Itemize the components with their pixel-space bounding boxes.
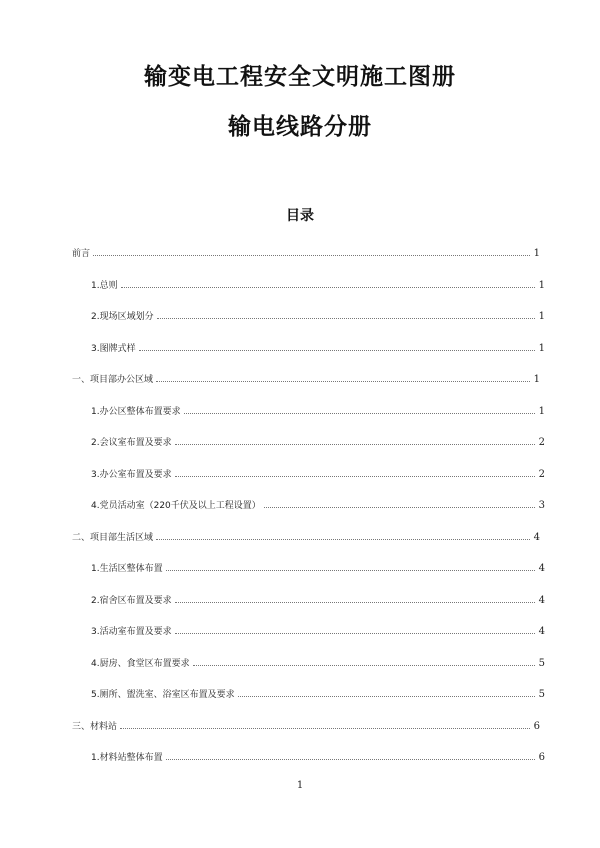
toc-leader-dots	[166, 758, 535, 760]
toc-entry-page: 6	[533, 721, 540, 732]
toc-entry-page: 1	[533, 374, 540, 385]
toc-entry-page: 4	[533, 532, 540, 543]
toc-entry	[91, 624, 545, 640]
toc-entry-label: 三、材料站	[72, 722, 118, 732]
toc-leader-dots	[184, 412, 535, 414]
toc-entry	[91, 656, 545, 672]
toc-entry-label: 4.厨房、食堂区布置要求	[91, 659, 190, 669]
toc-entry-page: 1	[538, 343, 545, 354]
toc-entry	[72, 719, 540, 735]
toc-entry-label: 2.会议室布置及要求	[91, 438, 172, 448]
toc-entry	[91, 341, 545, 357]
toc-entry-label: 2.现场区域划分	[91, 312, 154, 322]
toc-entry	[91, 687, 545, 703]
toc-leader-dots	[166, 569, 535, 571]
toc-entry	[91, 435, 545, 451]
toc-leader-dots	[175, 601, 535, 603]
toc-entry-page: 5	[538, 689, 545, 700]
toc-entry-page: 4	[538, 626, 545, 637]
toc-entry-label: 一、项目部办公区域	[72, 375, 154, 385]
toc-entry	[91, 278, 545, 294]
toc-leader-dots	[175, 632, 535, 634]
toc-entry-label: 二、项目部生活区域	[72, 533, 154, 543]
toc-entry-page: 1	[538, 280, 545, 291]
toc-leader-dots	[264, 506, 535, 508]
page-number: 1	[296, 780, 304, 791]
toc-entry-page: 6	[538, 752, 545, 763]
toc-leader-dots	[238, 695, 535, 697]
toc-entry	[91, 404, 545, 420]
toc-entry-page: 1	[538, 406, 545, 417]
toc-entry-label: 3.图牌式样	[91, 344, 136, 354]
toc-entry	[72, 372, 540, 388]
toc-leader-dots	[156, 538, 530, 540]
toc-entry-label: 4.党员活动室（220千伏及以上工程设置）	[91, 501, 261, 511]
toc-entry	[72, 530, 540, 546]
toc-leader-dots	[157, 317, 535, 319]
toc-entry	[91, 309, 545, 325]
toc-entry	[91, 498, 545, 514]
toc-entry-page: 2	[538, 469, 545, 480]
toc-entry-label: 5.厕所、盥洗室、浴室区布置及要求	[91, 690, 235, 700]
toc-entry-label: 2.宿舍区布置及要求	[91, 596, 172, 606]
toc-leader-dots	[93, 254, 530, 256]
toc-entry	[91, 750, 545, 766]
toc-entry-page: 2	[538, 437, 545, 448]
toc-entry-page: 3	[538, 500, 545, 511]
toc-heading: 目录	[286, 208, 314, 224]
toc-entry	[91, 593, 545, 609]
toc-entry-label: 3.办公室布置及要求	[91, 470, 172, 480]
toc-leader-dots	[121, 286, 535, 288]
toc-entry-page: 4	[538, 595, 545, 606]
toc-entry	[72, 246, 540, 262]
toc-leader-dots	[175, 475, 535, 477]
document-subtitle: 输电线路分册	[228, 114, 372, 140]
toc-leader-dots	[120, 727, 530, 729]
toc-entry-label: 前言	[72, 249, 91, 259]
toc-entry-label: 1.生活区整体布置	[91, 564, 163, 574]
toc-entry-label: 1.材料站整体布置	[91, 753, 163, 763]
toc-entry-page: 1	[533, 248, 540, 259]
toc-leader-dots	[156, 380, 530, 382]
toc-leader-dots	[139, 349, 535, 351]
toc-entry	[91, 561, 545, 577]
toc-leader-dots	[175, 443, 535, 445]
toc-entry-label: 1.办公区整体布置要求	[91, 407, 181, 417]
toc-entry-page: 5	[538, 658, 545, 669]
toc-entry-label: 3.活动室布置及要求	[91, 627, 172, 637]
document-title: 输变电工程安全文明施工图册	[144, 64, 456, 90]
toc-leader-dots	[193, 664, 535, 666]
toc-entry-page: 1	[538, 311, 545, 322]
toc-entry-page: 4	[538, 563, 545, 574]
toc-entry-label: 1.总则	[91, 281, 118, 291]
toc-entry	[91, 467, 545, 483]
